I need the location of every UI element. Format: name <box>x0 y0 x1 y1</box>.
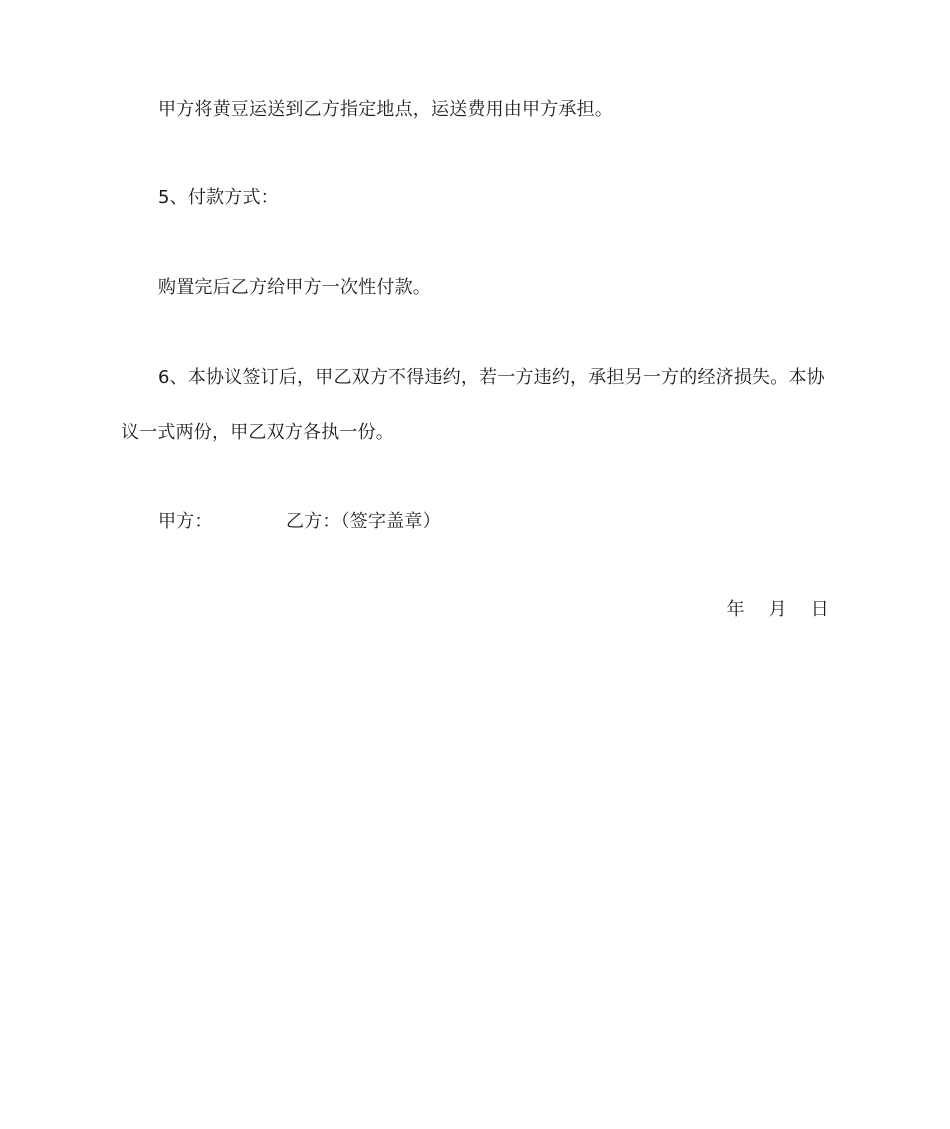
payment-paragraph: 购置完后乙方给甲方一次性付款。 <box>158 277 431 298</box>
date-line <box>727 598 829 622</box>
payment-heading: 5、付款方式： <box>158 187 279 208</box>
clause6-line2: 议一式两份，甲乙双方各执一份。 <box>121 422 394 443</box>
party-b-signature-label: 乙方：（签字盖章） <box>286 511 441 532</box>
party-a-signature-label: 甲方： <box>158 511 213 532</box>
date-year: 年 <box>726 599 745 620</box>
clause6-line1: 6、本协议签订后，甲乙双方不得违约，若一方违约，承担另一方的经济损失。本协 <box>158 367 825 388</box>
date-month: 月 <box>768 599 787 620</box>
date-day: 日 <box>810 599 829 620</box>
delivery-paragraph: 甲方将黄豆运送到乙方指定地点，运送费用由甲方承担。 <box>158 99 613 120</box>
